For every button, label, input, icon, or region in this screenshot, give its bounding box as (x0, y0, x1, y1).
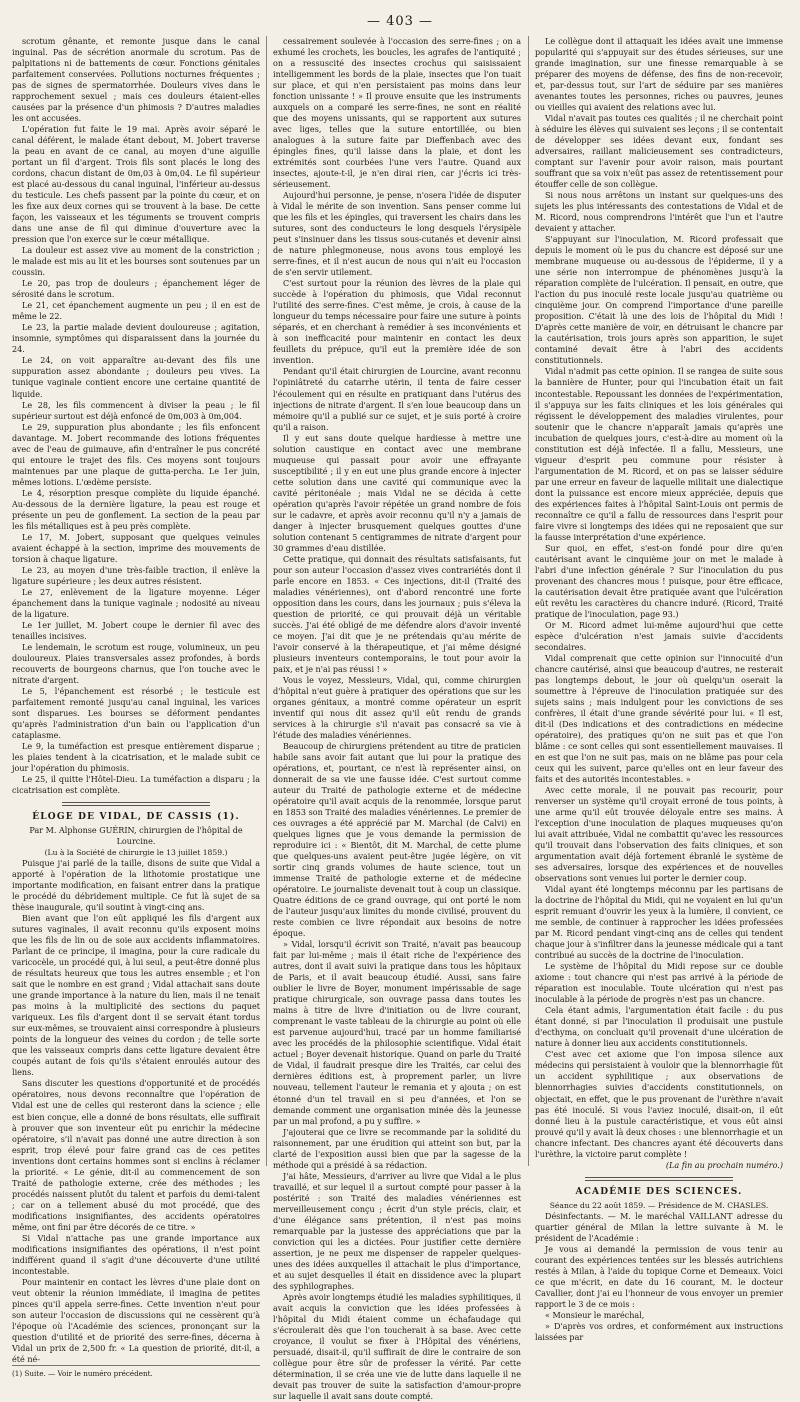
paragraph: Le 17, M. Jobert, supposant que quelques veinules avaient échappé à la section, imprime des mouvements de torsion à chaque ligature. (12, 532, 260, 564)
paragraph: Or M. Ricord admet lui-même aujourd'hui que cette espèce d'ulcération n'est jamais suivie d'accidents secondaires. (535, 620, 783, 652)
footnote: (1) Suite. — Voir le numéro précédent. (12, 1365, 260, 1379)
paragraph: Désinfectants. — M. le maréchal VAILLANT adresse du quartier général de Milan la lettre suivante à M. le président de l'Académie : (535, 1211, 783, 1243)
paragraph: L'opération fut faite le 19 mai. Après avoir séparé le canal déférent, le malade étant debout, M. Jobert traverse la peau en avant de ce canal, au moyen d'une aiguille portant un fil d'argent. Trois fils sont placés le long des cordons, chacun distant de 0m,03 à 0m,04. Le fil supérieur est placé au-dessous du canal inguinal, l'inférieur au-dessus du testicule. Les chefs passent par la pointe du cœur, et on les fixe aux deux cornes qui se trouvent à la base. De cette façon, les vaisseaux et les téguments se trouvent compris dans une anse de fil qui diminue d'ouverture avec la pression que l'on exerce sur le cœur métallique. (12, 125, 260, 245)
section-separator (62, 802, 211, 806)
paragraph: Le 5, l'épanchement est résorbé ; le testicule est parfaitement remonté jusqu'au canal inguinal, les varices sont disparues. Les bourses se déforment pendantes qu'après l'administration d'un bain ou l'application d'un cataplasme. (12, 686, 260, 740)
paragraph: Si Vidal n'attache pas une grande importance aux modifications insignifiantes des opérations, il n'est point indifférent quand il s'agit d'une découverte d'une utilité incontestable. (12, 1233, 260, 1276)
eloge-text (12, 858, 260, 1365)
paragraph: Le 4, résorption presque complète du liquide épanché. Au-dessous de la dernière ligature, la peau est rouge et présente un peu de gonflement. La section de la peau par les fils métalliques est à peu près complète. (12, 488, 260, 531)
paragraph: Si nous nous arrêtons un instant sur quelques-uns des sujets les plus intéressants des contestations de Vidal et de M. Ricord, nous comprendrons l'intérêt que l'un et l'autre devaient y attacher. (535, 191, 783, 234)
column-divider (528, 36, 529, 1166)
case-report-text (12, 36, 260, 796)
eloge-text-continued (535, 36, 783, 1160)
paragraph: Le 1er juillet, M. Jobert coupe le dernier fil avec des tenailles incisives. (12, 620, 260, 641)
paragraph: Le 25, il quitte l'Hôtel-Dieu. La tuméfaction a disparu ; la cicatrisation est complète. (12, 775, 260, 796)
paragraph: Le système de l'hôpital du Midi repose sur ce double axiome : tout chancre qui n'est pas arrivé à la période de réparation est inoculable. Toute ulcération qui n'est pas inoculable à la période de progrès n'est pas un chancre. (535, 962, 783, 1005)
paragraph: Le 27, enlèvement de la ligature moyenne. Léger épanchement dans la tunique vaginale ; nodosité au niveau de la ligature. (12, 587, 260, 619)
paragraph: Sans discuter les questions d'opportunité et de procédés opératoires, nous devons reconnaître que l'opération de Vidal est une de celles qui resteront dans la science ; elle est bien conçue, elle a donné de bons résultats, elle suffirait à prouver que son inventeur eût pu enrichir la médecine opératoire, s'il n'avait pas donné une autre direction à son esprit, trop élevé pour faire grand cas de ces petites inventions dont certains hommes sont si enclins à réclamer la priorité. « Le génie, dit-il au commencement de son Traité de pathologie externe, crée des méthodes ; les procédés naissent plutôt du talent et parfois du demi-talent ; car on a tellement abusé du mot procédé, que des modifications insignifiantes, des accidents opératoires même, ont fini par être décorés de ce titre. » (12, 1079, 260, 1232)
to-be-continued-note: (La fin au prochain numéro.) (665, 1160, 783, 1170)
paragraph: Le 23, au moyen d'une très-faible traction, il enlève la ligature supérieure ; les deux autres résistent. (12, 565, 260, 586)
paragraph: » Vidal, lorsqu'il écrivit son Traité, n'avait pas beaucoup fait par lui-même ; mais il était riche de l'expérience des autres, dont il avait suivi la pratique dans tous les hôpitaux de Paris, et il avait beaucoup étudié. Aussi, sans faire oublier le livre de Boyer, monument impérissable de sage pratique chirurgicale, son ouvrage passa dans toutes les mains à titre de livre d'initiation ou de livre courant, comprenant le vaste tableau de la chirurgie au point où elle est parvenue aujourd'hui, tracé par un homme familiarisé avec les procédés de la philosophie scientifique. Vidal était actuel ; Boyer devenait historique. Quand on parle du Traité de Vidal, il faudrait presque dire les Traités, car celui des dernières éditions est, à proprement parler, un livre nouveau, tellement l'auteur le remania et y ajouta ; on est étonné d'un tel travail en si peu d'années, et l'on se demande comment une organisation minée dès la jeunesse par un mal profond, a pu y suffire. » (273, 940, 521, 1126)
paragraph: Pour maintenir en contact les lèvres d'une plaie dont on veut obtenir la réunion immédiate, il imagina de petites pinces qu'il appela serre-fines. Cette invention n'eut pour son auteur l'occasion de discussions qui ne cessèrent qu'à l'époque où l'Académie des sciences, prononçant sur la question d'utilité et de priorité des serre-fines, décerna à Vidal un prix de 2,500 fr. « La question de priorité, dit-il, a été né- (12, 1277, 260, 1364)
paragraph: Bien avant que l'on eût appliqué les fils d'argent aux sutures vaginales, il avait reconnu qu'ils exposent moins que les fils de lin ou de soie aux accidents inflammatoires. Parlant de ce principe, il imagina, pour la cure radicale du varicocèle, un procédé qui, à lui seul, a peut-être donné plus de résultats heureux que tous les autres ensemble ; et l'on sait que le nombre en est grand ; Vidal attachait sans doute une grande importance à la nature du lien, mais il ne tenait pas moins à la multiplicité des sections du paquet variqueux. Les fils d'argent dont il se servait étant tordus sur eux-mêmes, se trouvaient ainsi correspondre à plusieurs points de la longueur des veines du cordon ; de telle sorte que les vaisseaux compris dans cette ligature devaient être coupés autant de fois qu'ils s'étaient enroulés autour des liens. (12, 914, 260, 1078)
paragraph: La douleur est assez vive au moment de la constriction ; le malade est mis au lit et les bourses sont soutenues par un coussin. (12, 246, 260, 278)
section-heading-eloge: ÉLOGE DE VIDAL, DE CASSIS (1). (32, 812, 240, 823)
paragraph: Le collègue dont il attaquait les idées avait une immense popularité qui s'appuyait sur des études sérieuses, sur une grande imagination, sur une finesse remarquable à se préparer des moyens de défense, des fins de non-recevoir, et, par-dessus tout, sur l'art de séduire par ses manières avenantes toutes les personnes, riches ou pauvres, jeunes ou vieilles qui avaient des relations avec lui. (535, 37, 783, 113)
paragraph: Après avoir longtemps étudié les maladies syphilitiques, il avait acquis la conviction que les idées professées à l'hôpital du Midi étaient comme un échafaudage qui s'écroulerait dès que l'on toucherait à sa base. Avec cette croyance, il voulut se fixer à l'Hôpital des vénériens, persuadé, disait-il, qu'il suffirait de dire le contraire de son collègue pour être sûr de professer la vérité. Par cette détermination, il se créa une vie de lutte dans laquelle il ne devait pas trouver de suite la satisfaction d'amour-propre sur laquelle il avait sans doute compté. (273, 1292, 521, 1401)
paragraph: Sur quoi, en effet, s'est-on fondé pour dire qu'en cautérisant avant le cinquième jour on met le malade à l'abri d'une infection générale ? Sur l'inoculation du pus provenant des chancres mous ! puisque, pour être efficace, la cautérisation devait être pratiquée avant que l'ulcération eût revêtu les caractères du chancre induré. (Ricord, Traité pratique de l'inoculation, page 93.) (535, 543, 783, 619)
paragraph: Vidal n'admit pas cette opinion. Il se rangea de suite sous la bannière de Hunter, pour qui l'incubation était un fait incontestable. Repoussant les données de l'expérimentation, il s'appuya sur les faits cliniques et les lois générales qui régissent le développement des maladies virulentes, pour soutenir que le chancre n'apparaît jamais qu'après une incubation de quelques jours, c'est-à-dire au moment où la constitution est déjà infectée. Il a fallu, Messieurs, une vigueur d'esprit peu commune pour résister à l'argumentation de M. Ricord, et on pas se laisser séduire par une erreur en faveur de laquelle militait une dialectique dont la puissance est encore mieux appréciée, depuis que des expériences faites à l'hôpital Saint-Louis ont permis de reconnaître ce qu'il a fallu de ressources dans l'esprit pour faire vivre si longtemps des idées qui ne reposaient que sur la fausse interprétation d'une expérience. (535, 367, 783, 542)
paragraph: Je vous ai demandé la permission de vous tenir au courant des expériences tentées sur les blessés autrichiens restés à Milan, à l'aide du topique Corne et Demeaux. Voici ce que m'écrit, en date du 16 courant, M. le docteur Cavallier, dont j'ai eu l'honneur de vous envoyer un premier rapport le 3 de ce mois : (535, 1244, 783, 1309)
paragraph: Vidal ayant été longtemps méconnu par les partisans de la doctrine de l'hôpital du Midi, qui ne voyaient en lui qu'un esprit remuant d'ouvrir les yeux à la lumière, il convient, ce me semble, de continuer à rapprocher les idées professées par M. Ricord pendant vingt-cinq ans de celles qui tendent chaque jour à s'infiltrer dans la jeunesse médicale qui a tant contribué au succès de la doctrine de l'inoculation. (535, 885, 783, 961)
column-middle (273, 36, 521, 1401)
paragraph: Le 9, la tuméfaction est presque entièrement disparue ; les plaies tendent à la cicatrisation, et le malade subit ce jour l'opération du phimosis. (12, 742, 260, 774)
paragraph: Le 21, cet épanchement augmente un peu ; il en est de même le 22. (12, 301, 260, 322)
paragraph: Le 29, suppuration plus abondante ; les fils enfoncent davantage. M. Jobert recommande des lotions fréquentes avec de l'eau de guimauve, afin d'entraîner le pus concrété qui entoure le trajet des fils. Ces moyens sont toujours maintenues par une plaque de gutta-percha. Le 1er juin, mêmes lotions. L'œdème persiste. (12, 422, 260, 487)
column-left (12, 36, 260, 1378)
section-separator (585, 1177, 734, 1181)
paragraph: C'est surtout pour la réunion des lèvres de la plaie qui succède à l'opération du phimosis, que Vidal reconnut l'utilité des serre-fines. C'est même, je crois, à cause de la longueur du temps nécessaire pour faire une suture à points séparés, et en cherchant à remédier à ses inconvénients et à son inefficacité pour maintenir en contact les deux feuillets du prépuce, qu'il eut la première idée de son invention. (273, 279, 521, 366)
academie-text (535, 1211, 783, 1343)
paragraph: Avec cette morale, il ne pouvait pas recourir, pour renverser un système qu'il croyait erroné de tous points, à une arme qu'il eût trouvée déloyale entre ses mains. À l'exception d'une inoculation de plaques muqueuses qu'on lui avait attribuée, Vidal ne combattit qu'avec les ressources qu'il trouvait dans l'observation des faits cliniques, et son argumentation avait déjà fortement ébranlé le système de ses adversaires, lorsque des expériences et de nouvelles observations sont venues lui porter le dernier coup. (535, 786, 783, 884)
paragraph: C'est avec cet axiome que l'on imposa silence aux médecins qui persistaient à vouloir que la blennorrhagie fût un accident syphilitique ; aux observations de blennorrhagies suivies d'accidents constitutionnels, on objectait, en effet, que le pus provenant de l'urèthre n'avait pas été inoculé. Si vous l'aviez inoculé, disait-on, il eût donné lieu à la pustule caractéristique, et vous eût ainsi prouvé qu'il y avait là deux choses : une blennorrhagie et un chancre infectant. Des chancres ayant été découverts dans l'urèthre, la victoire parut complète ! (535, 1050, 783, 1159)
section-heading-academie: ACADÉMIE DES SCIENCES. (575, 1186, 743, 1197)
paragraph: Il y eut sans doute quelque hardiesse à mettre une solution caustique en contact avec une membrane muqueuse qui passait pour avoir une effrayante susceptibilité ; il y en eut une plus grande encore à injecter cette solution dans une cavité qui communique avec la cavité péritonéale ; mais Vidal ne se décida à cette opération qu'après l'avoir répétée un grand nombre de fois sur le cadavre, et après avoir reconnu qu'il n'y a jamais de danger à injecter brusquement quelques gouttes d'une solution contenant 5 centigrammes de nitrate d'argent pour 30 grammes d'eau distillée. (273, 433, 521, 553)
paragraph: Vidal comprenait que cette opinion sur l'innocuité d'un chancre cautérisé, ainsi que beaucoup d'autres, ne resterait pas longtemps debout, le jour où quelqu'un oserait la soumettre à l'épreuve de l'inoculation pratiquée sur des sujets sains ; mais indulgent pour les convictions de ses confrères, il était d'une grande sévérité pour lui. « Il est, dit-il (Des indications et des contradictions en médecine opératoire), des pratiques qu'on ne suit pas et que l'on blâme : ce sont celles qui sont essentiellement mauvaises. Il en est que l'on ne suit pas, mais on ne blâme pas pour cela ceux qui les suivent, parce qu'elles ont en leur faveur des faits et des autorités incontestables. » (535, 653, 783, 785)
reading-note: (Lu à la Société de chirurgie le 13 juillet 1859.) (44, 848, 228, 858)
paragraph: Vidal n'avait pas toutes ces qualités ; il ne cherchait point à séduire les élèves qui suivaient ses leçons ; il se contentait de développer ses idées devant eux, fondant ses adversaires, raillant malicieusement ses contradicteurs, comptant sur l'avenir pour avoir raison, mais pourtant souffrant que sa voix n'eût pas assez de retentissement pour étouffer celle de son collègue. (535, 114, 783, 190)
page-number: — 403 — (366, 14, 434, 29)
paragraph: Le 23, la partie malade devient douloureuse ; agitation, insomnie, symptômes qui disparaissent dans la journée du 24. (12, 323, 260, 355)
paragraph: » D'après vos ordres, et conformément aux instructions laissées par (535, 1321, 783, 1342)
paragraph: Vous le voyez, Messieurs, Vidal, qui, comme chirurgien d'hôpital n'eut guère à pratiquer des opérations que sur les organes génitaux, a montré comme opérateur un esprit inventif qui nous dit assez qu'il eût rendu de grands services à la chirurgie s'il n'avait pas consacré sa vie à l'étude des maladies vénériennes. (273, 675, 521, 740)
paragraph: Cette pratique, qui donnait des résultats satisfaisants, fut pour son auteur l'occasion d'assez vives contrariétés dont il parle encore en 1853. « Ces injections, dit-il (Traité des maladies vénériennes), ont d'abord rencontré une forte opposition dans les cours, dans les journaux ; puis s'éleva la question de priorité, ce qui prouvait déjà un véritable succès. J'ai été obligé de me défendre alors d'avoir inventé ce moyen. J'ai dit que je ne prétendais qu'au mérite de l'avoir conservé à la thérapeutique, et j'ai même désigné plusieurs inventeurs contemporains, le tout pour avoir la paix, et je n'ai pas réussi ! » (273, 554, 521, 674)
paragraph: Cela étant admis, l'argumentation était facile : du pus étant donné, si par l'inoculation il produisait une pustule d'ecthyma, on concluait qu'il provenait d'une ulcération de nature à donner lieu aux accidents constitutionnels. (535, 1006, 783, 1049)
paragraph: Pendant qu'il était chirurgien de Lourcine, avant reconnu l'opiniâtreté du catarrhe utérin, il tenta de faire cesser l'écoulement qui en résulte en pratiquant dans l'utérus des injections de nitrate d'argent. Il s'en loue beaucoup dans un mémoire qu'il a publié sur ce sujet, et je suis porté à croire qu'il a raison. (273, 367, 521, 432)
column-right (535, 36, 783, 1342)
paragraph: J'ajouterai que ce livre se recommande par la solidité du raisonnement, par une érudition qui atteint son but, par la clarté de l'exposition aussi bien que par la sagesse de la méthode qui a présidé à sa rédaction. (273, 1127, 521, 1170)
byline: Par M. Alphonse GUÉRIN, chirurgien de l'hôpital de Lourcine. (29, 826, 243, 847)
paragraph: Le 20, pas trop de douleurs ; épanchement léger de sérosité dans le scrotum. (12, 279, 260, 300)
paragraph: Le lendemain, le scrotum est rouge, volumineux, un peu douloureux. Plaies transversales assez profondes, à bords recouverts de bourgeons charnus, que l'on touche avec le nitrate d'argent. (12, 642, 260, 685)
paragraph: scrotum gênante, et remonte jusque dans le canal inguinal. Pas de sécrétion anormale du scrotum. Pas de palpitations ni de battements de cœur. Fonctions génitales parfaitement conservées. Pollutions nocturnes fréquentes ; pas de signes de spermatorrhée. Douleurs vives dans le rapprochement sexuel ; mais ces douleurs étaient-elles causées par la présence d'un phimosis ? D'autres maladies les ont accusées. (12, 37, 260, 124)
paragraph: Le 28, les fils commencent à diviser la peau ; le fil supérieur surtout est déjà enfoncé de 0m,003 à 0m,004. (12, 400, 260, 421)
paragraph: S'appuyant sur l'inoculation, M. Ricord professait que depuis le moment où le pus du chancre est déposé sur une membrane muqueuse ou au-dessous de l'épiderme, il y a une série non interrompue de phénomènes jusqu'à la réparation complète de l'ulcération. Il pensait, en outre, que l'action du pus inoculé reste locale jusqu'au quatrième ou cinquième jour. On comprend l'importance d'une pareille proposition. C'était là une des lois de l'hôpital du Midi ! D'après cette manière de voir, en détruisant le chancre par la cautérisation, trois jours après son apparition, le sujet contaminé devait être à l'abri des accidents constitutionnels. (535, 235, 783, 366)
column-divider (266, 36, 267, 1166)
paragraph: cessairement soulevée à l'occasion des serre-fines ; on a exhumé les crochets, les boucles, les agrafes de l'antiquité ; on a ressuscité des insectes crochus qui saisissaient intelligemment les bords de la plaie, insectes que l'on tuait sur place, et qui n'en persistaient pas moins dans leur fonction unissante ! » Il prouve ensuite que les instruments auxquels on a comparé les serre-fines, ne sont en réalité que des moyens unissants, qui se rapportent aux sutures avec liges, telles que la suture entortillée, ou bien analogues à la suture faite par Dieffenbach avec des épingles fines, qu'il laisse dans la plaie, et dont les extrémités sont courbées l'une vers l'autre. Quand aux insectes, ajoute-t-il, je n'en dirai rien, car j'écris ici très-sérieusement. (273, 37, 521, 190)
session-line: Séance du 22 août 1859. — Présidence de M. CHASLES. (549, 1200, 769, 1210)
paragraph: Beaucoup de chirurgiens prétendent au titre de praticien habile sans avoir fait autant que lui pour la pratique des opérations, et, pourtant, ce n'est là représenter ainsi, on donnerait de sa vie une fausse idée. C'est surtout comme auteur du Traité de pathologie externe et de médecine opératoire qu'il avait acquis de la renommée, lorsque parut en 1853 son Traité des maladies vénériennes. Le premier de ces ouvrages a été apprécié par M. Marchal (de Calvi) en quelques lignes que je vous demande la permission de reproduire ici : « Bientôt, dit M. Marchal, de cette plume que quelques-uns avaient peut-être jugée légère, on vit sortir cinq grands volumes de haute science, tout un immense Traité de pathologie externe et de médecine opératoire. Le journaliste devenait tout à coup un classique. Quatre éditions de ce grand ouvrage, qui ont porté le nom de l'auteur jusqu'aux limites du monde civilisé, prouvent du reste combien ce livre répondait aux besoins de notre époque. (273, 742, 521, 939)
paragraph: Le 24, on voit apparaître au-devant des fils une suppuration assez abondante ; douleurs peu vives. La tunique vaginale contient encore une certaine quantité de liquide. (12, 356, 260, 399)
eloge-text-continued (273, 36, 521, 1402)
paragraph: Aujourd'hui personne, je pense, n'osera l'idée de disputer à Vidal le mérite de son invention. Sans penser comme lui que les fils et les épingles, qui traversent les chairs dans les sutures, sont des conducteurs le long desquels l'érysipèle peut s'insinuer dans les tissus sous-cutanés et devenir ainsi de nature phlegmoneuse, nous avons tous employé les serre-fines, et il n'est aucun de nous qui n'ait eu l'occasion de s'en servir utilement. (273, 191, 521, 278)
paragraph: « Monsieur le maréchal, (545, 1310, 645, 1320)
paragraph: Puisque j'ai parlé de la taille, disons de suite que Vidal a apporté à l'opération de la lithotomie prostatique une importante modification, en faisant entrer dans la pratique le procédé du débridement multiple. Ce fut là sujet de sa thèse inaugurale, qu'il soutint à vingt-cinq ans. (12, 859, 260, 913)
paragraph: J'ai hâte, Messieurs, d'arriver au livre que Vidal a le plus travaillé, et sur lequel il a surtout compté pour passer à la postérité : son Traité des maladies vénériennes est merveilleusement conçu ; écrit d'un style précis, clair, et d'une élégance sans prétention, il n'est pas moins remarquable par la justesse des appréciations que par la conviction qui les a dictées. Pour justifier cette dernière assertion, je ne peux me dispenser de rappeler quelques-unes des idées auxquelles il attachait le plus d'importance, et au sujet desquelles il était en dissidence avec la plupart des syphilographes. (273, 1171, 521, 1291)
